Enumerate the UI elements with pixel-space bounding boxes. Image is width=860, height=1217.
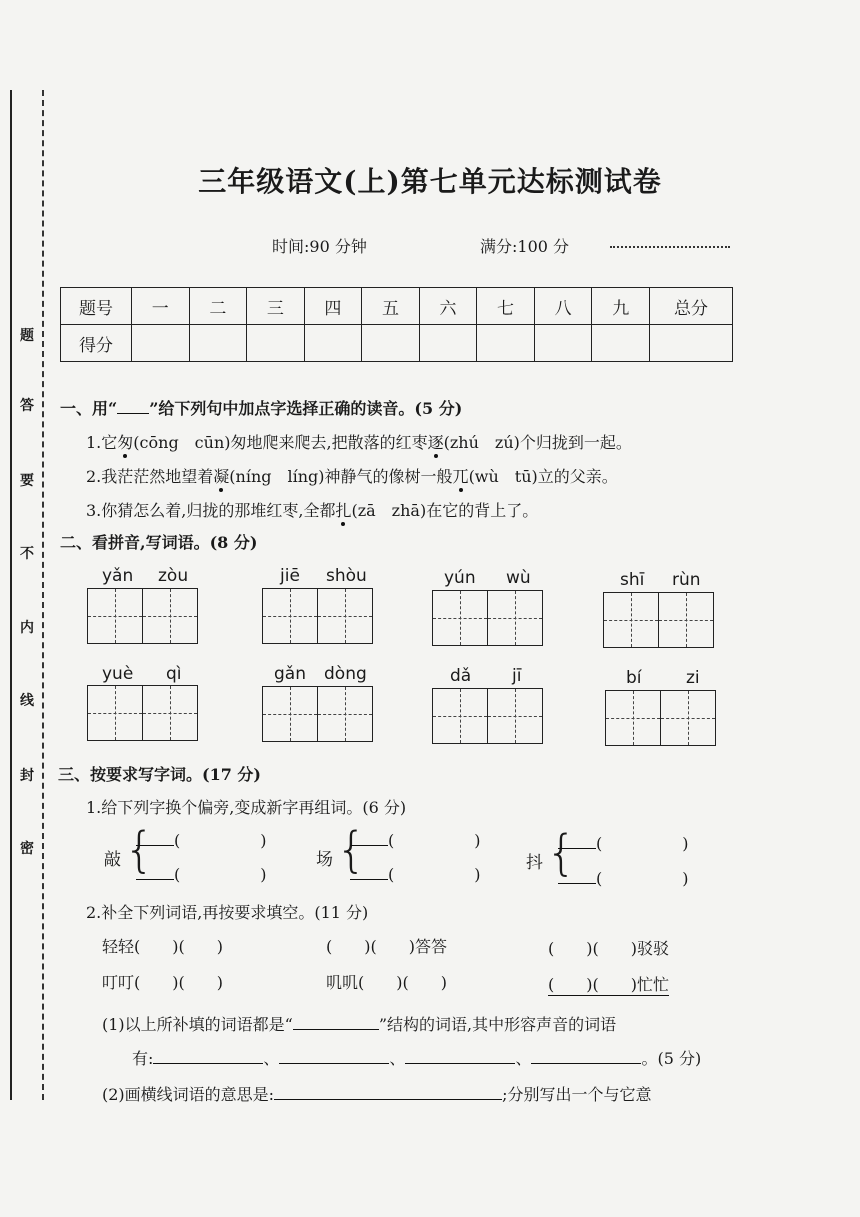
pinyin: dǎ (450, 666, 472, 686)
score-table-col: 九 (592, 288, 650, 325)
idiom-blank[interactable]: ( )( )驳驳 (548, 939, 669, 958)
binding-char: 线 (20, 693, 34, 709)
section3-sub1-answers: 有: 、 、 、 。(5 分) (132, 1049, 702, 1068)
pinyin: shòu (326, 566, 367, 586)
score-table-col: 三 (247, 288, 305, 325)
pinyin: dòng (324, 664, 367, 684)
binding-line-solid (10, 90, 12, 1100)
brace-symbol: { (124, 822, 155, 878)
pinyin: zòu (158, 566, 189, 586)
score-cell[interactable] (362, 325, 420, 362)
radical-blank[interactable]: ( ) (136, 862, 267, 885)
radical-blank[interactable]: ( ) (558, 866, 689, 889)
section3-sub2: (2)画横线词语的意思是: ;分别写出一个与它意 (102, 1085, 652, 1104)
score-table-col: 五 (362, 288, 420, 325)
idiom-blank[interactable]: 叮叮( )( ) (102, 973, 223, 992)
section3-q2: 2.补全下列词语,再按要求填空。(11 分) (86, 903, 369, 922)
writing-grid[interactable] (262, 588, 373, 644)
dotted-char: 扎 (335, 501, 352, 520)
radical-char: 抖 (526, 853, 543, 873)
pinyin: yún (444, 568, 476, 588)
brace-symbol: { (546, 825, 577, 881)
section1-item-1: 1.它匆(cōng cūn)匆地爬来爬去,把散落的红枣逐(zhú zú)个归拢到一起。 (86, 433, 632, 452)
score-table-score-row (61, 325, 733, 362)
score-table (60, 287, 733, 362)
section3-q1: 1.给下列字换个偏旁,变成新字再组词。(6 分) (86, 798, 407, 817)
answer-blank[interactable] (279, 1063, 389, 1064)
section3-sub1: (1)以上所补填的词语都是“ ”结构的词语,其中形容声音的词语 (102, 1015, 617, 1034)
answer-blank[interactable] (405, 1063, 515, 1064)
score-cell[interactable] (477, 325, 535, 362)
radical-blank[interactable]: ( ) (136, 828, 267, 851)
dotted-line (610, 232, 730, 248)
radical-blank[interactable]: ( ) (350, 828, 481, 851)
idiom-blank[interactable]: 叽叽( )( ) (326, 973, 447, 992)
pinyin: qì (166, 664, 182, 684)
idiom-blank-underlined[interactable]: ( )( )忙忙 (548, 972, 669, 996)
section1-item-3: 3.你猜怎么着,归拢的那堆红枣,全都扎(zā zhā)在它的背上了。 (86, 501, 539, 520)
pinyin: yǎn (102, 566, 134, 586)
answer-blank[interactable] (274, 1099, 502, 1100)
binding-char: 题 (20, 328, 34, 344)
score-cell[interactable] (189, 325, 247, 362)
score-cell[interactable] (592, 325, 650, 362)
dotted-char: 逐 (427, 433, 444, 452)
writing-grid[interactable] (603, 592, 714, 648)
pinyin: wù (506, 568, 531, 588)
pinyin: zi (686, 668, 700, 688)
score-table-col: 四 (304, 288, 362, 325)
binding-char: 密 (20, 841, 34, 857)
page-title: 三年级语文(上)第七单元达标测试卷 (198, 165, 662, 198)
writing-grid[interactable] (87, 685, 198, 741)
radical-char: 敲 (104, 850, 121, 870)
radical-blank[interactable]: ( ) (558, 831, 689, 854)
section1-heading: 一、用“ ”给下列句中加点字选择正确的读音。(5 分) (60, 399, 463, 418)
score-table-col: 总分 (650, 288, 733, 325)
brace-symbol: { (336, 822, 367, 878)
score-table-header-label: 题号 (61, 288, 132, 325)
binding-char: 内 (20, 620, 34, 636)
binding-char: 要 (20, 473, 34, 489)
score-cell[interactable] (247, 325, 305, 362)
pinyin: jiē (280, 566, 300, 586)
dotted-char: 兀 (452, 467, 469, 486)
underline-symbol (117, 413, 149, 414)
dotted-char: 匆 (117, 433, 134, 452)
pinyin: jī (512, 666, 522, 686)
pinyin: gǎn (274, 664, 306, 684)
idiom-blank[interactable]: ( )( )答答 (326, 937, 447, 956)
section2-heading: 二、看拼音,写词语。(8 分) (60, 533, 258, 552)
binding-char: 封 (20, 768, 34, 784)
binding-char: 不 (20, 546, 34, 562)
score-table-row-label: 得分 (61, 325, 132, 362)
writing-grid[interactable] (432, 688, 543, 744)
score-cell[interactable] (650, 325, 733, 362)
score-table-col: 二 (189, 288, 247, 325)
writing-grid[interactable] (262, 686, 373, 742)
time-limit: 时间:90 分钟 (272, 237, 367, 256)
dotted-char: 凝 (213, 467, 230, 486)
radical-char: 场 (316, 850, 333, 870)
score-table-col: 七 (477, 288, 535, 325)
full-score: 满分:100 分 (480, 237, 570, 256)
writing-grid[interactable] (605, 690, 716, 746)
section3-heading: 三、按要求写字词。(17 分) (58, 765, 261, 784)
writing-grid[interactable] (87, 588, 198, 644)
score-table-header-row (61, 288, 733, 325)
idiom-blank[interactable]: 轻轻( )( ) (102, 937, 223, 956)
binding-line-dashed (42, 90, 44, 1100)
writing-grid[interactable] (432, 590, 543, 646)
section1-item-2: 2.我茫茫然地望着凝(níng líng)神静气的像树一般兀(wù tū)立的父亲。 (86, 467, 618, 486)
score-table-col: 八 (534, 288, 592, 325)
answer-blank[interactable] (293, 1029, 379, 1030)
score-cell[interactable] (132, 325, 190, 362)
score-table-col: 六 (419, 288, 477, 325)
score-cell[interactable] (534, 325, 592, 362)
score-table-col: 一 (132, 288, 190, 325)
binding-char: 答 (20, 398, 34, 414)
pinyin: shī (620, 570, 645, 590)
score-cell[interactable] (304, 325, 362, 362)
answer-blank[interactable] (153, 1063, 263, 1064)
pinyin: rùn (672, 570, 701, 590)
radical-blank[interactable]: ( ) (350, 862, 481, 885)
answer-blank[interactable] (531, 1063, 641, 1064)
pinyin: bí (626, 668, 642, 688)
score-cell[interactable] (419, 325, 477, 362)
pinyin: yuè (102, 664, 134, 684)
